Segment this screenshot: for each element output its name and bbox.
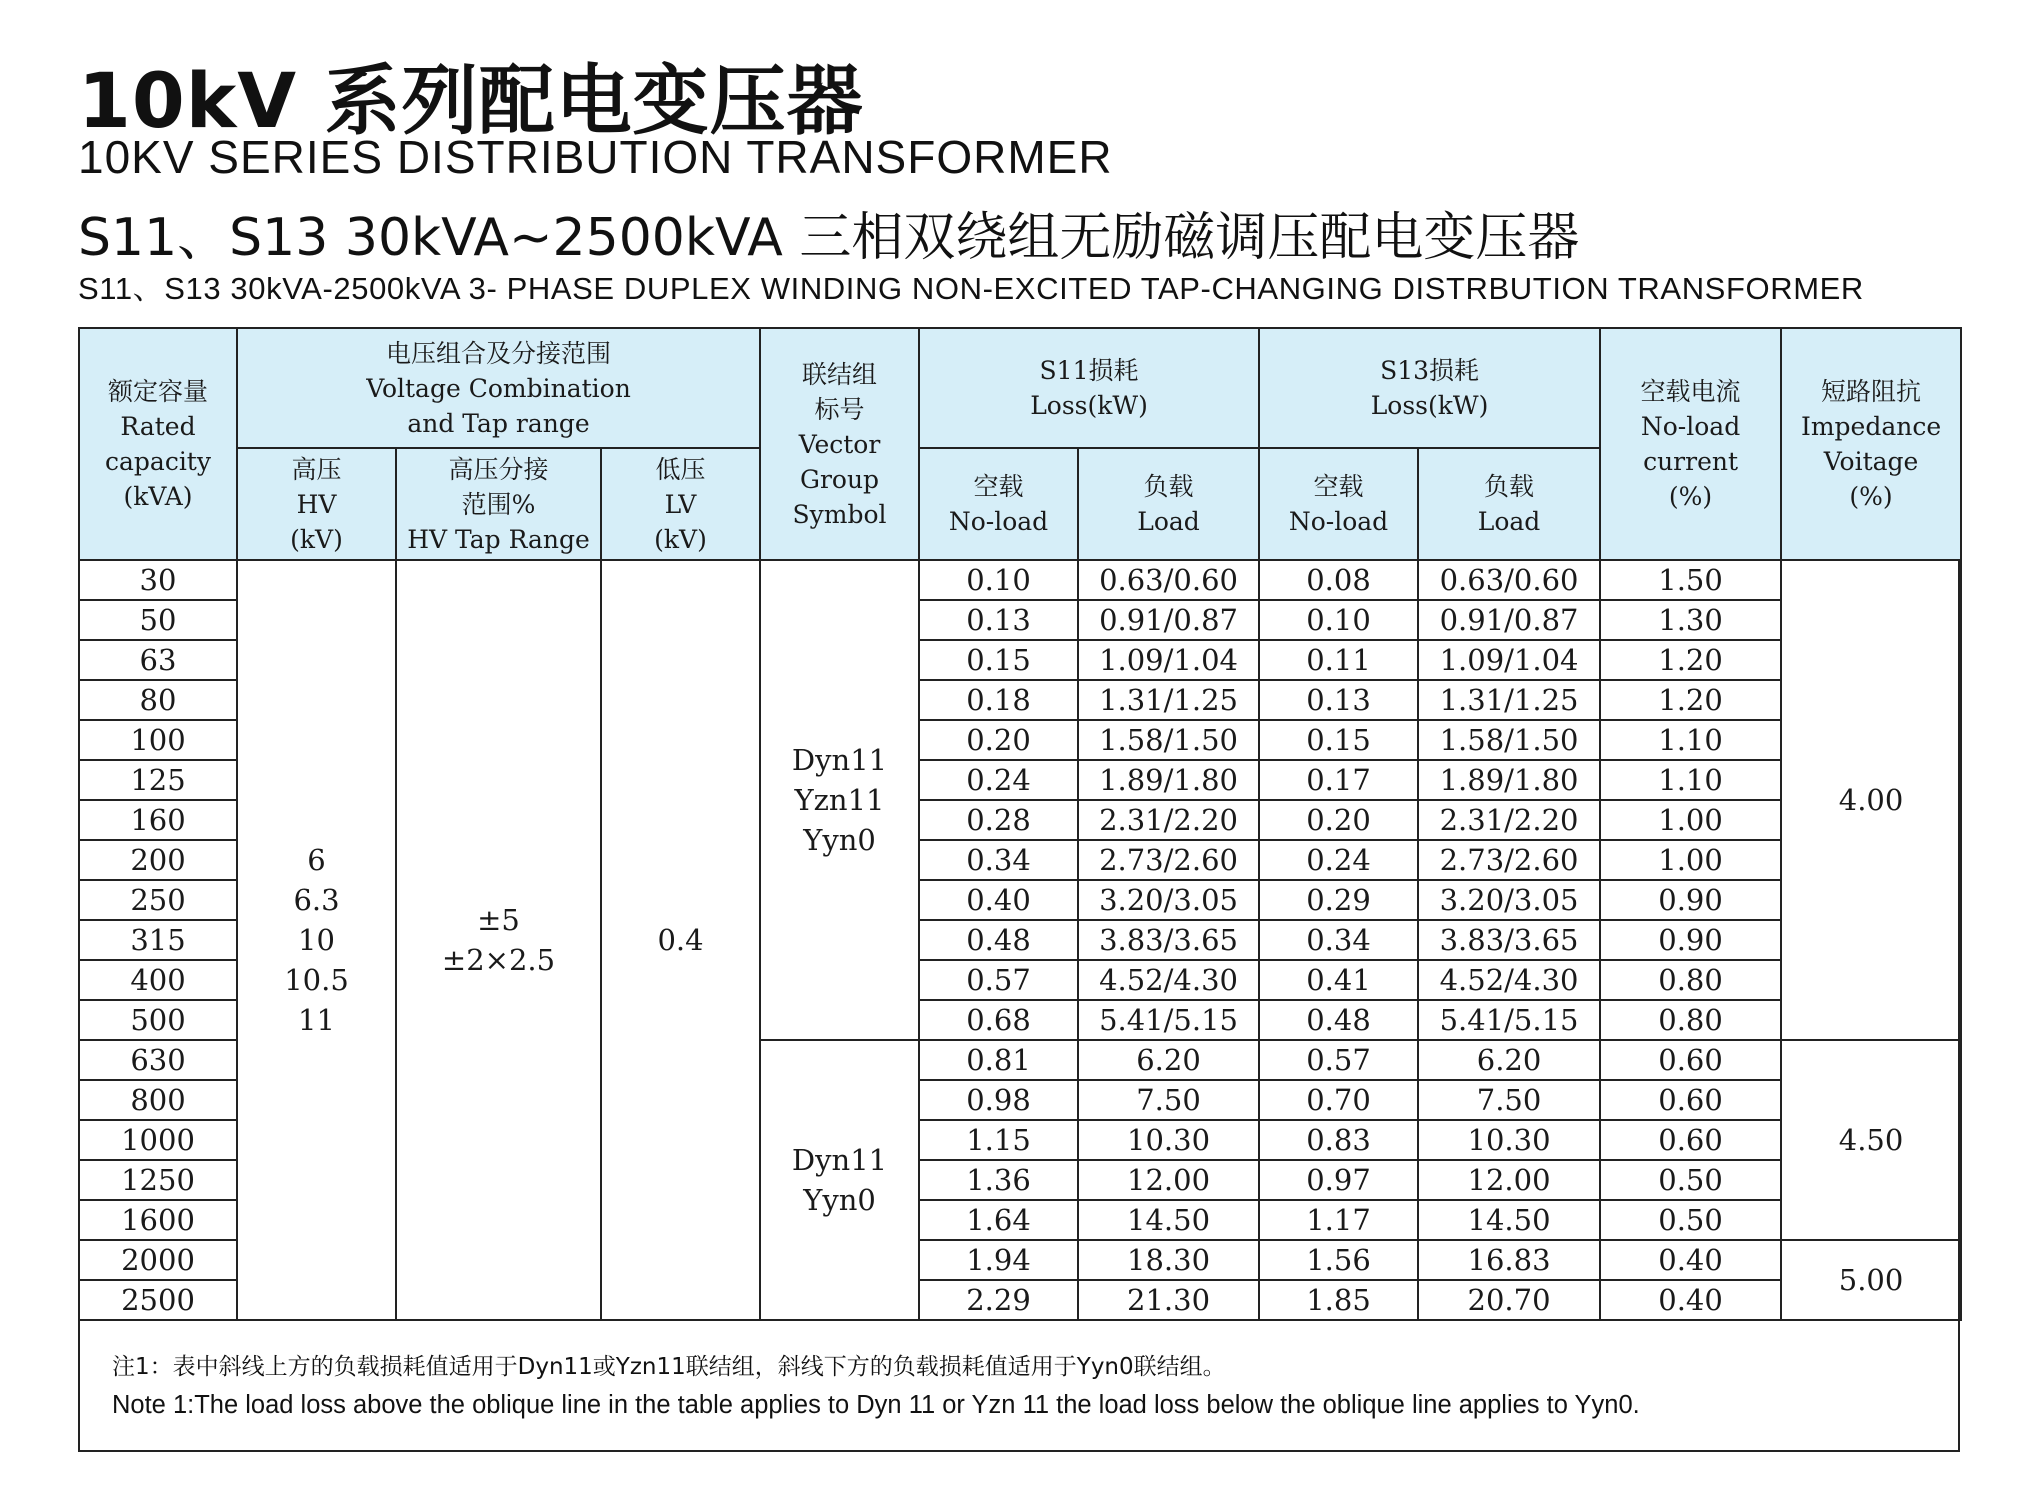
cell-s11-noload: 0.98 — [919, 1080, 1078, 1120]
page-subtitle-english: S11、S13 30kVA-2500kVA 3- PHASE DUPLEX WINDING NON-EXCITED TAP-CHANGING DISTRBUTION TRANSFORMER — [78, 271, 1864, 306]
cell-s11-load: 1.09/1.04 — [1078, 640, 1259, 680]
cell-s11-noload: 0.13 — [919, 600, 1078, 640]
header-noload-current: 空载电流 No-load current (%) — [1600, 328, 1781, 560]
header-s13-load: 负载 Load — [1418, 448, 1600, 560]
cell-rated-capacity: 80 — [79, 680, 237, 720]
header-hv-tap-range: 高压分接 范围% HV Tap Range — [396, 448, 601, 560]
cell-s13-load: 12.00 — [1418, 1160, 1600, 1200]
cell-noload-current: 1.50 — [1600, 560, 1781, 600]
cell-s11-noload: 0.10 — [919, 560, 1078, 600]
cell-lv-value: 0.4 — [601, 560, 760, 1320]
header-rated-capacity: 额定容量 Rated capacity (kVA) — [79, 328, 237, 560]
cell-rated-capacity: 1000 — [79, 1120, 237, 1160]
cell-s11-load: 7.50 — [1078, 1080, 1259, 1120]
cell-s11-load: 0.91/0.87 — [1078, 600, 1259, 640]
cell-noload-current: 1.30 — [1600, 600, 1781, 640]
cell-s13-noload: 0.97 — [1259, 1160, 1418, 1200]
cell-rated-capacity: 50 — [79, 600, 237, 640]
cell-rated-capacity: 160 — [79, 800, 237, 840]
cell-s13-noload: 1.56 — [1259, 1240, 1418, 1280]
cell-rated-capacity: 2000 — [79, 1240, 237, 1280]
cell-s11-load: 21.30 — [1078, 1280, 1259, 1320]
cell-s11-noload: 0.68 — [919, 1000, 1078, 1040]
cell-s13-noload: 0.83 — [1259, 1120, 1418, 1160]
note-chinese: 注1：表中斜线上方的负载损耗值适用于Dyn11或Yzn11联结组，斜线下方的负载损耗值适用于Yyn0联结组。 — [112, 1354, 1226, 1380]
header-s13-loss: S13损耗 Loss(kW) — [1259, 328, 1600, 448]
cell-noload-current: 1.10 — [1600, 760, 1781, 800]
cell-noload-current: 1.10 — [1600, 720, 1781, 760]
cell-s11-load: 10.30 — [1078, 1120, 1259, 1160]
cell-rated-capacity: 1250 — [79, 1160, 237, 1200]
cell-s13-load: 3.20/3.05 — [1418, 880, 1600, 920]
header-vector-group: 联结组 标号 Vector Group Symbol — [760, 328, 919, 560]
cell-s13-noload: 0.17 — [1259, 760, 1418, 800]
cell-s13-noload: 0.24 — [1259, 840, 1418, 880]
cell-s11-load: 18.30 — [1078, 1240, 1259, 1280]
cell-impedance-a: 4.00 — [1781, 560, 1961, 1040]
cell-noload-current: 0.60 — [1600, 1080, 1781, 1120]
cell-s11-noload: 2.29 — [919, 1280, 1078, 1320]
cell-noload-current: 0.40 — [1600, 1240, 1781, 1280]
cell-s13-noload: 0.29 — [1259, 880, 1418, 920]
cell-s13-load: 0.63/0.60 — [1418, 560, 1600, 600]
header-hv: 高压 HV (kV) — [237, 448, 396, 560]
cell-s13-load: 3.83/3.65 — [1418, 920, 1600, 960]
cell-rated-capacity: 315 — [79, 920, 237, 960]
cell-s11-noload: 0.48 — [919, 920, 1078, 960]
cell-s13-load: 2.73/2.60 — [1418, 840, 1600, 880]
header-s11-load: 负载 Load — [1078, 448, 1259, 560]
cell-vector-group-a: Dyn11 Yzn11 Yyn0 — [760, 560, 919, 1040]
cell-s13-noload: 0.13 — [1259, 680, 1418, 720]
cell-s11-load: 5.41/5.15 — [1078, 1000, 1259, 1040]
cell-noload-current: 0.80 — [1600, 960, 1781, 1000]
cell-rated-capacity: 500 — [79, 1000, 237, 1040]
cell-s13-load: 1.58/1.50 — [1418, 720, 1600, 760]
cell-s11-noload: 0.81 — [919, 1040, 1078, 1080]
cell-s11-noload: 1.36 — [919, 1160, 1078, 1200]
cell-s13-noload: 1.85 — [1259, 1280, 1418, 1320]
cell-hv-tap-range: ±5 ±2×2.5 — [396, 560, 601, 1320]
cell-s13-load: 1.89/1.80 — [1418, 760, 1600, 800]
cell-noload-current: 0.50 — [1600, 1200, 1781, 1240]
cell-noload-current: 1.00 — [1600, 840, 1781, 880]
cell-s11-noload: 0.28 — [919, 800, 1078, 840]
cell-s11-load: 2.31/2.20 — [1078, 800, 1259, 840]
cell-s13-noload: 0.08 — [1259, 560, 1418, 600]
cell-noload-current: 0.60 — [1600, 1120, 1781, 1160]
cell-s11-noload: 1.15 — [919, 1120, 1078, 1160]
cell-s11-load: 2.73/2.60 — [1078, 840, 1259, 880]
cell-s13-noload: 1.17 — [1259, 1200, 1418, 1240]
cell-s11-load: 3.83/3.65 — [1078, 920, 1259, 960]
cell-s13-load: 16.83 — [1418, 1240, 1600, 1280]
cell-s11-load: 0.63/0.60 — [1078, 560, 1259, 600]
cell-s13-load: 5.41/5.15 — [1418, 1000, 1600, 1040]
cell-s13-noload: 0.48 — [1259, 1000, 1418, 1040]
page-title-english: 10KV SERIES DISTRIBUTION TRANSFORMER — [78, 131, 1113, 183]
cell-impedance-c: 5.00 — [1781, 1240, 1961, 1320]
cell-s13-load: 0.91/0.87 — [1418, 600, 1600, 640]
cell-s11-noload: 0.57 — [919, 960, 1078, 1000]
table-row — [79, 560, 1961, 600]
cell-s13-noload: 0.11 — [1259, 640, 1418, 680]
spec-table-body — [79, 560, 1961, 1320]
cell-s11-noload: 0.20 — [919, 720, 1078, 760]
cell-s11-load: 4.52/4.30 — [1078, 960, 1259, 1000]
header-s13-noload: 空载 No-load — [1259, 448, 1418, 560]
cell-s13-load: 10.30 — [1418, 1120, 1600, 1160]
cell-s13-load: 20.70 — [1418, 1280, 1600, 1320]
header-voltage-combination: 电压组合及分接范围 Voltage Combination and Tap range — [237, 328, 760, 448]
cell-s11-noload: 0.34 — [919, 840, 1078, 880]
cell-s11-load: 14.50 — [1078, 1200, 1259, 1240]
cell-impedance-b: 4.50 — [1781, 1040, 1961, 1240]
cell-s11-load: 1.89/1.80 — [1078, 760, 1259, 800]
cell-s11-load: 1.58/1.50 — [1078, 720, 1259, 760]
page-title: 10kV 系列配电变压器 — [78, 56, 864, 145]
cell-rated-capacity: 125 — [79, 760, 237, 800]
cell-rated-capacity: 200 — [79, 840, 237, 880]
cell-s13-load: 14.50 — [1418, 1200, 1600, 1240]
cell-s13-load: 1.09/1.04 — [1418, 640, 1600, 680]
cell-rated-capacity: 1600 — [79, 1200, 237, 1240]
cell-s13-noload: 0.34 — [1259, 920, 1418, 960]
cell-s11-noload: 1.94 — [919, 1240, 1078, 1280]
cell-s13-load: 7.50 — [1418, 1080, 1600, 1120]
header-lv: 低压 LV (kV) — [601, 448, 760, 560]
cell-rated-capacity: 250 — [79, 880, 237, 920]
cell-s11-load: 6.20 — [1078, 1040, 1259, 1080]
cell-s13-load: 1.31/1.25 — [1418, 680, 1600, 720]
cell-s11-load: 1.31/1.25 — [1078, 680, 1259, 720]
cell-s13-noload: 0.41 — [1259, 960, 1418, 1000]
cell-noload-current: 1.20 — [1600, 680, 1781, 720]
cell-noload-current: 0.40 — [1600, 1280, 1781, 1320]
cell-vector-group-b: Dyn11 Yyn0 — [760, 1040, 919, 1320]
cell-s11-load: 3.20/3.05 — [1078, 880, 1259, 920]
cell-noload-current: 0.90 — [1600, 880, 1781, 920]
cell-s11-load: 12.00 — [1078, 1160, 1259, 1200]
cell-noload-current: 0.90 — [1600, 920, 1781, 960]
cell-rated-capacity: 100 — [79, 720, 237, 760]
cell-s13-noload: 0.57 — [1259, 1040, 1418, 1080]
header-impedance-voltage: 短路阻抗 Impedance Voitage (%) — [1781, 328, 1961, 560]
cell-rated-capacity: 2500 — [79, 1280, 237, 1320]
cell-rated-capacity: 30 — [79, 560, 237, 600]
spec-table — [78, 327, 1962, 1321]
cell-s13-noload: 0.10 — [1259, 600, 1418, 640]
cell-noload-current: 0.80 — [1600, 1000, 1781, 1040]
cell-noload-current: 0.60 — [1600, 1040, 1781, 1080]
cell-s13-noload: 0.70 — [1259, 1080, 1418, 1120]
header-s11-loss: S11损耗 Loss(kW) — [919, 328, 1259, 448]
cell-rated-capacity: 63 — [79, 640, 237, 680]
cell-noload-current: 1.00 — [1600, 800, 1781, 840]
cell-noload-current: 0.50 — [1600, 1160, 1781, 1200]
cell-s11-noload: 0.18 — [919, 680, 1078, 720]
cell-hv-values: 6 6.3 10 10.5 11 — [237, 560, 396, 1320]
cell-s11-noload: 0.15 — [919, 640, 1078, 680]
cell-s13-load: 4.52/4.30 — [1418, 960, 1600, 1000]
page-subtitle: S11、S13 30kVA~2500kVA 三相双绕组无励磁调压配电变压器 — [78, 208, 1580, 268]
cell-s11-noload: 0.40 — [919, 880, 1078, 920]
cell-s11-noload: 1.64 — [919, 1200, 1078, 1240]
cell-rated-capacity: 400 — [79, 960, 237, 1000]
note-english: Note 1:The load loss above the oblique line in the table applies to Dyn 11 or Yzn 11 the load loss below the oblique line applies to Yyn0. — [112, 1391, 1640, 1419]
cell-s13-load: 6.20 — [1418, 1040, 1600, 1080]
cell-s11-noload: 0.24 — [919, 760, 1078, 800]
cell-rated-capacity: 800 — [79, 1080, 237, 1120]
header-s11-noload: 空载 No-load — [919, 448, 1078, 560]
cell-s13-load: 2.31/2.20 — [1418, 800, 1600, 840]
cell-s13-noload: 0.15 — [1259, 720, 1418, 760]
cell-rated-capacity: 630 — [79, 1040, 237, 1080]
cell-noload-current: 1.20 — [1600, 640, 1781, 680]
cell-s13-noload: 0.20 — [1259, 800, 1418, 840]
